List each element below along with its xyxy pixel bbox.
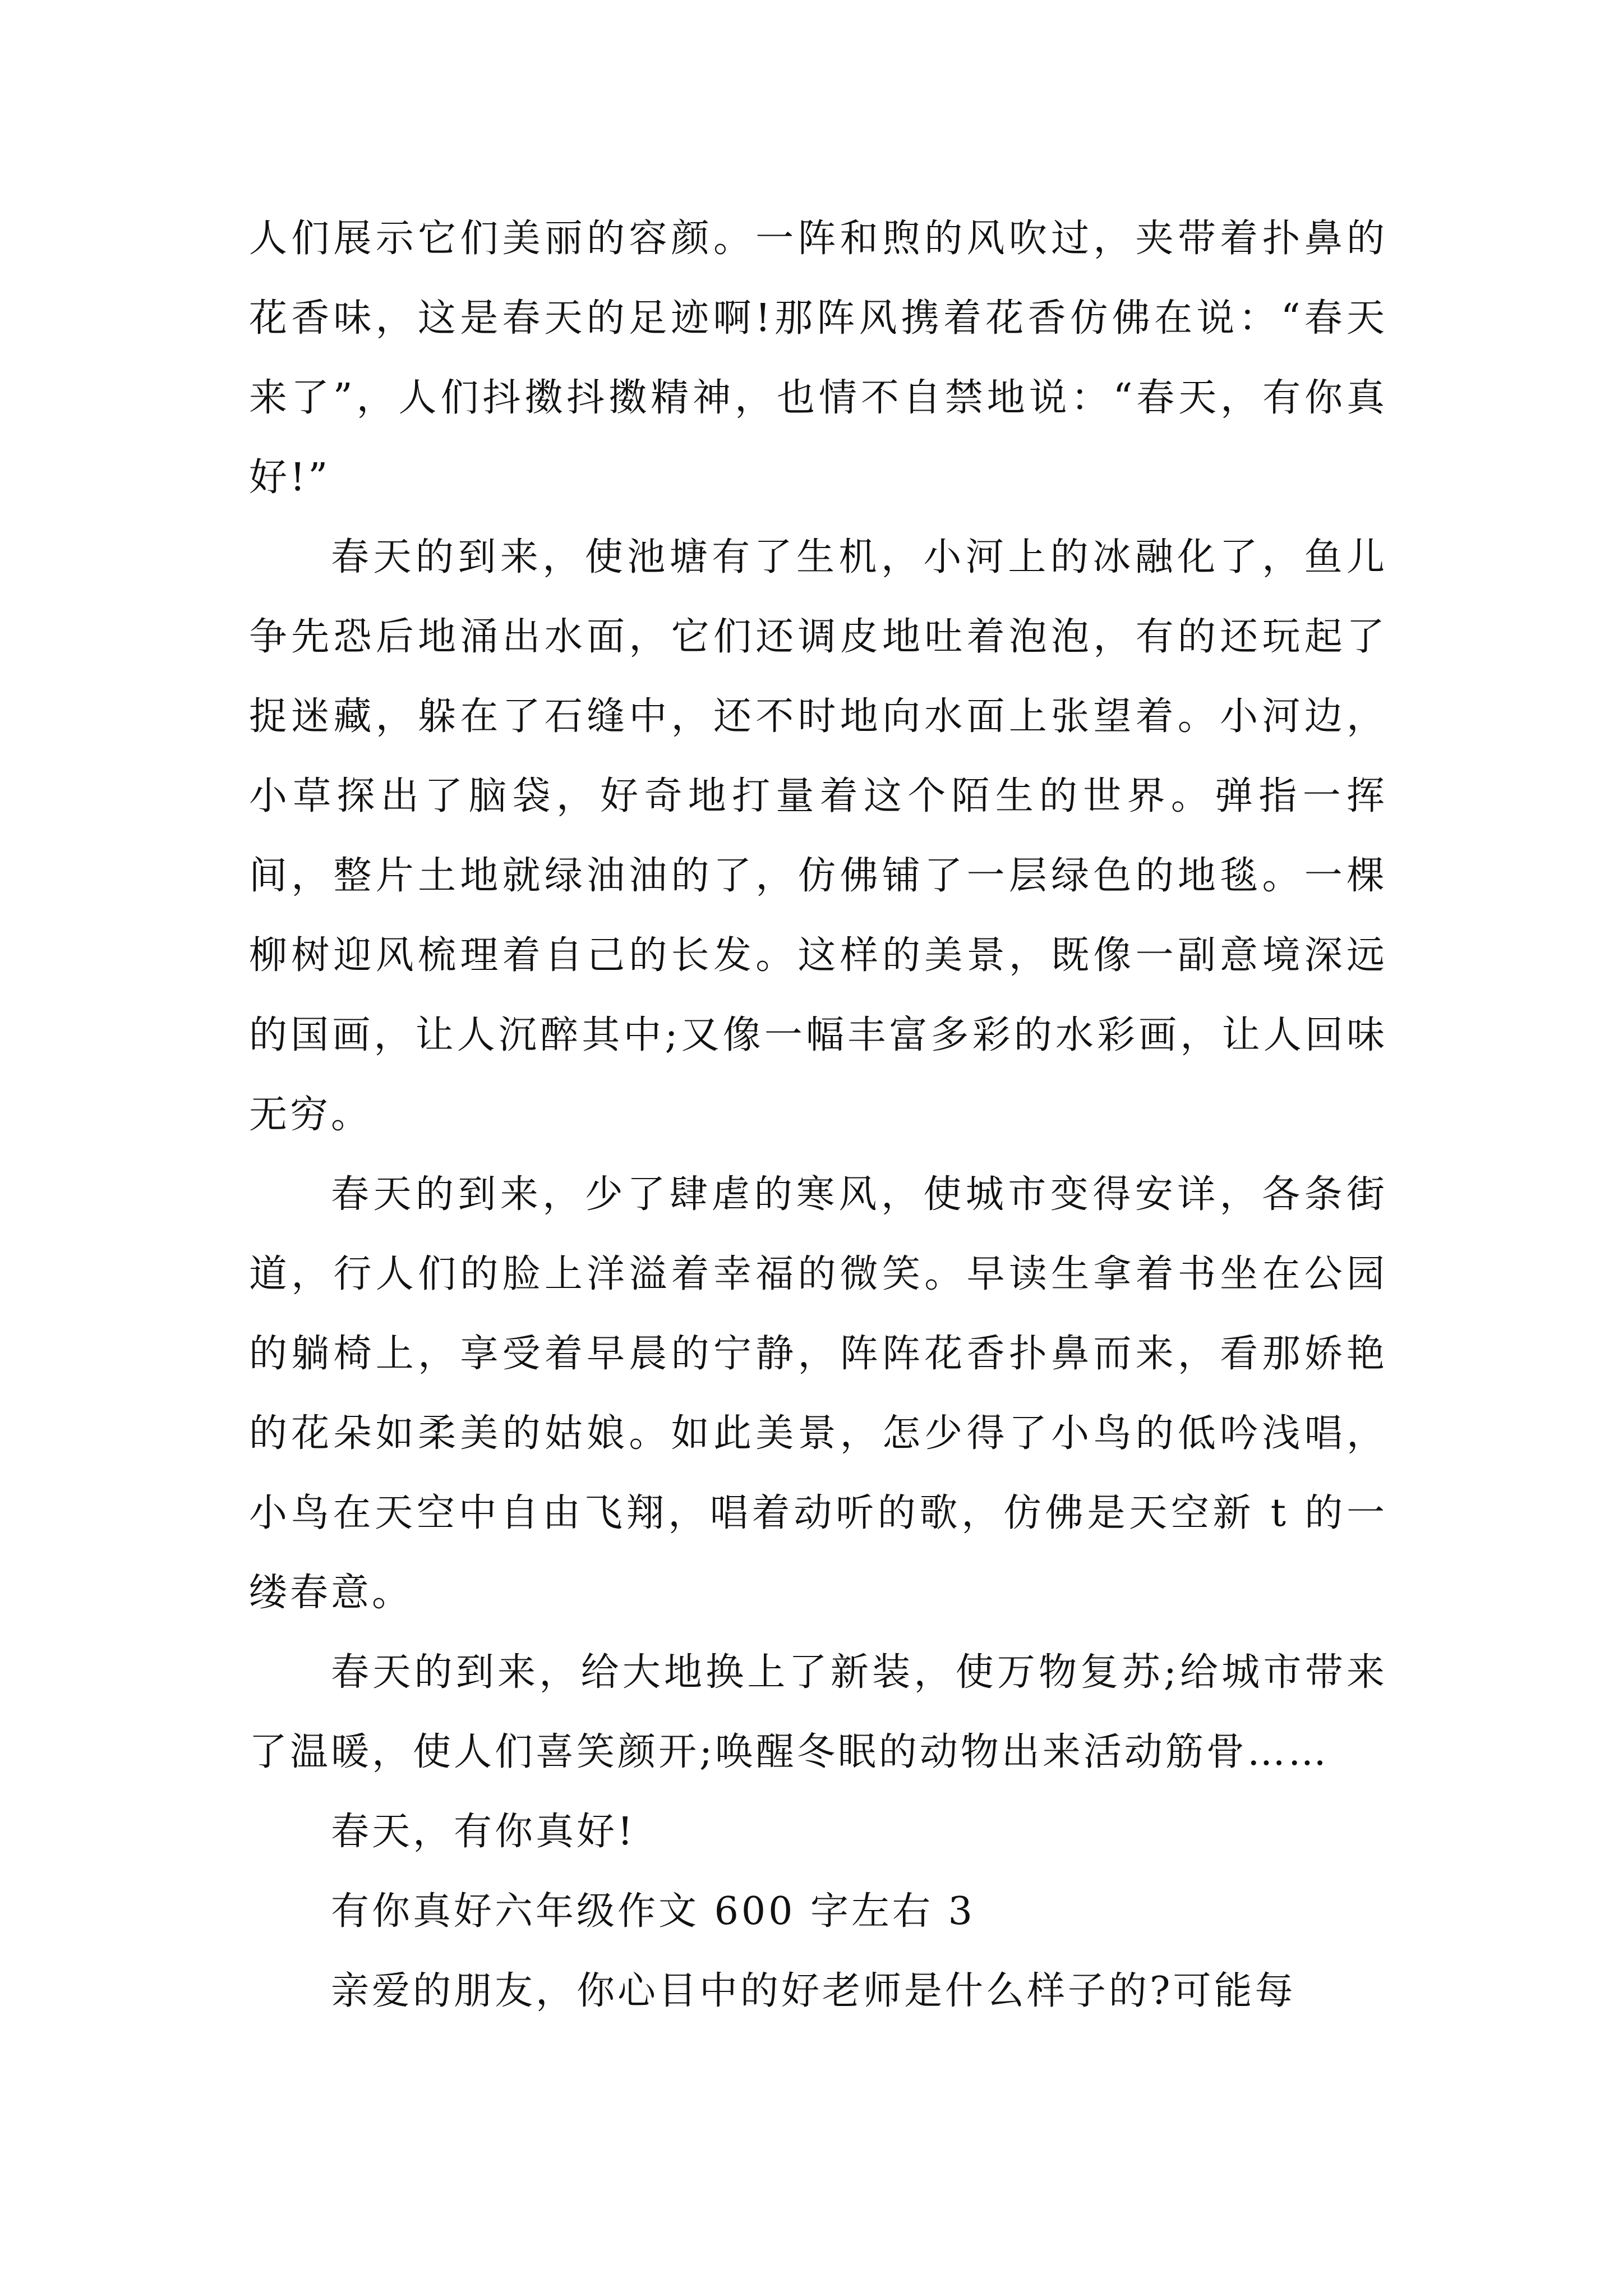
paragraph-summary: 春天的到来，给大地换上了新装，使万物复苏;给城市带来了温暖，使人们喜笑颜开;唤醒冬眠的动物出来活动筋骨…… xyxy=(249,1650,1387,1774)
paragraph-continuation: 人们展示它们美丽的容颜。一阵和煦的风吹过，夹带着扑鼻的花香味，这是春天的足迹啊!那阵风携着花香仿佛在说：“春天来了”，人们抖擞抖擞精神，也情不自禁地说：“春天，有你真好!” xyxy=(249,217,1387,500)
paragraph-pond: 春天的到来，使池塘有了生机，小河上的冰融化了，鱼儿争先恐后地涌出水面，它们还调皮地吐着泡泡，有的还玩起了捉迷藏，躲在了石缝中，还不时地向水面上张望着。小河边，小草探出了脑袋，好奇地打量着这个陌生的世界。弹指一挥间，整片土地就绿油油的了，仿佛铺了一层绿色的地毯。一棵柳树迎风梳理着自己的长发。这样的美景，既像一副意境深远的国画，让人沉醉其中;又像一幅丰富多彩的水彩画，让人回味无穷。 xyxy=(249,535,1387,1137)
essay-heading: 有你真好六年级作文 600 字左右 3 xyxy=(331,1889,975,1934)
paragraph-closing: 春天，有你真好! xyxy=(331,1810,636,1854)
paragraph-city: 春天的到来，少了肆虐的寒风，使城市变得安详，各条街道，行人们的脸上洋溢着幸福的微笑。早读生拿着书坐在公园的躺椅上，享受着早晨的宁静，阵阵花香扑鼻而来，看那娇艳的花朵如柔美的姑娘。如此美景，怎少得了小鸟的低吟浅唱，小鸟在天空中自由飞翔，唱着动听的歌，仿佛是天空新 t 的一缕春意。 xyxy=(249,1172,1387,1615)
document-body xyxy=(249,199,1387,2031)
paragraph-teacher-intro: 亲爱的朋友，你心目中的好老师是什么样子的?可能每 xyxy=(331,1969,1296,2013)
